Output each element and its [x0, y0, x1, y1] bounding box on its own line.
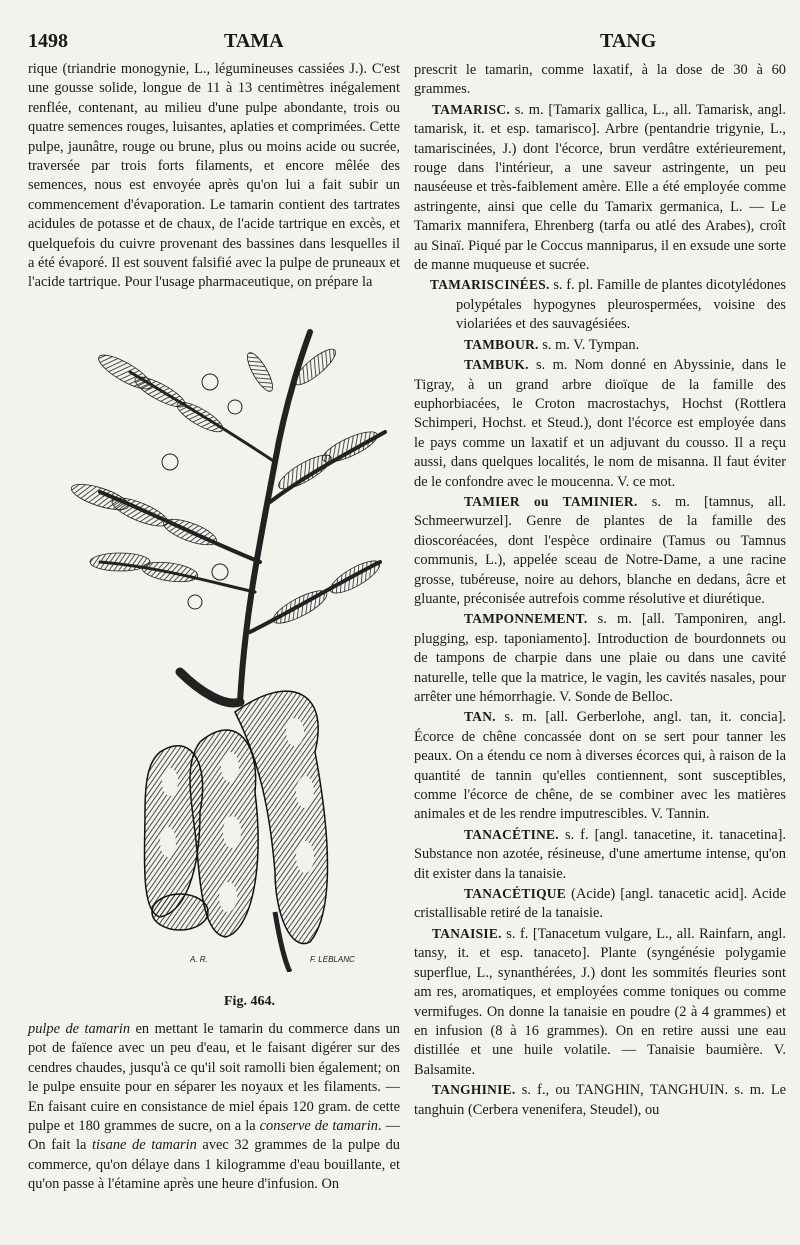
dictionary-entry: prescrit le tamarin, comme laxatif, à la dose de 30 à 60 grammes.	[414, 62, 786, 98]
page-number: 1498	[28, 30, 68, 52]
dictionary-entry: TANACÉTIQUE (Acide) [angl. tanacetic acid]. Acide cristallisable retiré de la tanaisie.	[414, 886, 786, 922]
entry-headword: TANACÉTINE.	[464, 826, 559, 842]
dictionary-entry: TANACÉTINE. s. f. [angl. tanacetine, it. tanacetina]. Substance non azotée, résineuse, d'une amertume intense, qu'on dit exister dans la tanaisie.	[414, 826, 786, 882]
entry-headword: TANGHINIE.	[432, 1082, 516, 1098]
dictionary-entry: TAMPONNEMENT. s. m. [all. Tamponiren, angl. plugging, esp. taponiamento]. Introduction de bourdonnets ou de tampons de charpie dans une plaie ou dans une cavité naturelle, telle que la matrice, le vagin, les cavités nasales, pour arrêter une hémorrhagie. V. Sonde de Belloc.	[414, 611, 786, 705]
entry-headword: TANAISIE.	[432, 925, 502, 941]
entry-headword: TAMBOUR.	[464, 336, 539, 352]
dictionary-entry: TAMARISC. s. m. [Tamarix gallica, L., all. Tamarisk, angl. tamarisk, it. et esp. tamarisco]. Arbre (pentandrie trigynie, L., tamariscinées, J.) dont l'écorce, brun verdâtre extérieurement, rouge dans l'intérieur, a une saveur astringente, un peu nauséeuse et très-faiblement amère. Elle a été employée comme astringente, ainsi que celle du Tamarix germanica, L. — Le Tamarix mannifera, Ehrenberg (tarfa ou atlé des Arabes), croît au Sinaï. Piqué par le Coccus manniparus, il en exsude une sorte de manne muqueuse et sucrée.	[414, 101, 786, 274]
left-column-top	[28, 60, 400, 293]
left-running-head: TAMA	[224, 30, 284, 52]
dictionary-entry: TAMBOUR. s. m. V. Tympan.	[464, 336, 640, 353]
engraver-signature: A. R.	[190, 955, 208, 964]
tamarind-illustration	[60, 312, 390, 972]
dictionary-entry: TAMBUK. s. m. Nom donné en Abyssinie, dans le Tigray, à un grand arbre dioïque de la famille des euphorbiacées, le Croton macrostachys, Hochst (Rottlera Schimperi, Hochst. et Steud.), dont l'écorce est employée dans le pays comme un laxatif et un adjuvant du cousso. Il a reçu aussi, dans quelques localités, le nom de misanna. Il faut éviter de le confondre avec le moucenna. V. ce mot.	[414, 357, 786, 490]
artist-signature: F. LEBLANC	[310, 955, 355, 964]
italic-term: conserve de tamarin	[259, 1118, 378, 1135]
italic-term: tisane de tamarin	[92, 1137, 197, 1154]
entry-headword: TAN.	[464, 709, 496, 725]
dictionary-entry: TANAISIE. s. f. [Tanacetum vulgare, L., all. Rainfarn, angl. tansy, it. et esp. tanaceto]. Plante (syngénésie polygamie superflue, L., synanthérées, J.) dont les sommités fleuries sont am res, aromatiques, et employées comme toniques ou comme vermifuges. On donne la tanaisie en poudre (2 à 4 grammes) et en infusion (8 à 16 grammes). On en retire aussi une eau distillée et une huile volatile. — Tanaisie baumière. V. Balsamite.	[414, 925, 786, 1078]
entry-headword: TAMBUK.	[464, 357, 529, 373]
entry-headword: TAMPONNEMENT.	[464, 611, 588, 627]
dictionary-entry: TANGHINIE. s. f., ou TANGHIN, TANGHUIN. s. m. Le tanghuin (Cerbera venenifera, Steudel), ou	[414, 1082, 786, 1118]
entry-headword: TAMARISCINÉES.	[430, 277, 550, 293]
right-column	[414, 60, 786, 1120]
entry-headword: TANACÉTIQUE	[464, 886, 567, 902]
tamarin-entry-continuation: rique (triandrie monogynie, L., légumineuses cassiées J.). C'est une gousse solide, longue de 11 à 13 centimètres inégalement renflée, contenant, au milieu d'une pulpe abondante, trois ou quatre semences rouges, luisantes, aplaties et comprimées. Cette pulpe, jaunâtre, rouge ou brune, plus ou moins acide ou sucrée, traversée par trois forts filaments, et encore mêlée des semences, nous est envoyée après qu'on lui a fait subir un commencement d'évaporation. Le tamarin contient des tartrates acidules de potasse et de chaux, de l'acide tartrique en excès, et quelquefois du cuivre provenant des bassines dans lesquelles il a été évaporé. Il est souvent falsifié avec la pulpe de pruneaux et l'acide tartrique. Pour l'usage pharmaceutique, on prépare la	[28, 61, 400, 291]
tamarind-pods	[144, 691, 327, 943]
tamarin-preparation-paragraph: pulpe de tamarin en mettant le tamarin du commerce dans un pot de faïence avec un peu d'eau, et le faisant digérer sur des cendres chaudes, jusqu'à ce qu'il soit ramolli bien également; on le pulpe ensuite pour en séparer les noyaux et les filaments. — En faisant cuire en consistance de miel épais 120 gram. de cette pulpe et 180 grammes de sucre, on a la conserve de tamarin. — On fait la tisane de tamarin avec 32 grammes de la pulpe du commerce, qu'on délaye dans 1 kilogramme d'eau bouillante, et qu'on passe à l'étamine après une heure d'infusion. On	[28, 1021, 400, 1193]
left-column-bottom	[28, 1020, 400, 1195]
entry-headword: TAMARISC.	[432, 101, 510, 117]
dictionary-entry: TAMIER ou TAMINIER. s. m. [tamnus, all. Schmeerwurzel]. Genre de plantes de la famille des dioscoréacées, dont l'espèce ordinaire (Tamus ou Tamnus communis, L.), appelée sceau de Notre-Dame, a une racine grosse, tubéreuse, noire au dehors, blanche en dedans, âcre et gluante, préconisée autrefois comme résolutive et diurétique.	[414, 493, 786, 607]
running-header	[28, 30, 786, 56]
entry-headword: TAMIER ou TAMINIER.	[464, 493, 638, 509]
dictionary-entry: TAMARISCINÉES. s. f. pl. Famille de plantes dicotylédones polypétales hypogynes pleurospermées, voisine des violariées et des sauvagésiées.	[430, 277, 786, 333]
figure-caption: Fig. 464.	[224, 994, 275, 1009]
dictionary-entry: TAN. s. m. [all. Gerberlohe, angl. tan, it. concia]. Écorce de chêne concassée dont on se sert pour tanner les peaux. On a étendu ce nom à diverses écorces qui, à raison de la quantité de tannin qu'elles contiennent, sont susceptibles, comme l'écorce de chêne, de se combiner avec les matières animales et de les rendre imputrescibles. V. Tannin.	[414, 709, 786, 823]
right-running-head: TANG	[600, 30, 657, 52]
italic-term: pulpe de tamarin	[28, 1021, 131, 1037]
